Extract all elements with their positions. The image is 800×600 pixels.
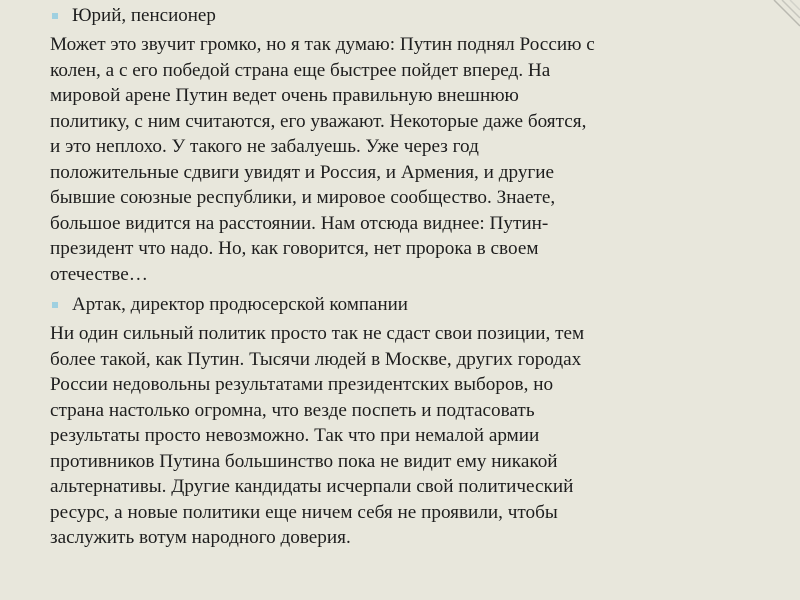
quote-line: Ни один сильный политик просто так не сдаст свои позиции, тем: [50, 323, 585, 344]
quote-line: большое видится на расстоянии. Нам отсюда виднее: Путин-: [50, 212, 549, 234]
quote-line: ресурс, а новые политики еще ничем себя не проявили, чтобы: [50, 501, 558, 523]
quote-line: альтернативы. Другие кандидаты исчерпали свой политический: [50, 476, 574, 497]
slide-content: [50, 2, 750, 555]
quote-line: Может это звучит громко, но я так думаю: Путин поднял Россию с: [50, 34, 595, 55]
quote-text: [50, 32, 750, 287]
quote-line: противников Путина большинство пока не видит ему никакой: [50, 450, 558, 472]
bullet-item-artak: [50, 291, 750, 319]
quote-line: результаты просто невозможно. Так что при немалой армии: [50, 425, 540, 446]
quote-line: колен, а с его победой страна еще быстрее пойдет вперед. На: [50, 59, 551, 81]
speaker-name: Артак, директор продюсерской компании: [72, 294, 408, 315]
quote-line: заслужить вотум народного доверия.: [50, 527, 351, 548]
speaker-name: Юрий, пенсионер: [72, 5, 216, 26]
quote-line: и это неплохо. У такого не забалуешь. Уже через год: [50, 136, 479, 157]
quote-line: России недовольны результатами президентских выборов, но: [50, 374, 554, 395]
quote-line: положительные сдвиги увидят и Россия, и Армения, и другие: [50, 161, 555, 183]
quote-line: страна настолько огромна, что везде поспеть и подтасовать: [50, 399, 535, 421]
quote-line: мировой арене Путин ведет очень правильную внешнюю: [50, 85, 519, 106]
quote-line: более такой, как Путин. Тысячи людей в Москве, других городах: [50, 348, 582, 370]
bullet-square-icon: [52, 13, 58, 19]
quote-line: президент что надо. Но, как говорится, нет пророка в своем: [50, 238, 539, 259]
quote-text: [50, 321, 750, 551]
bullet-item-yuri: [50, 2, 750, 30]
quote-line: политику, с ним считаются, его уважают. Некоторые даже боятся,: [50, 110, 587, 132]
bullet-square-icon: [52, 302, 58, 308]
corner-decoration: [760, 0, 800, 40]
quote-line: бывшие союзные республики, и мировое сообщество. Знаете,: [50, 187, 556, 208]
quote-line: отечестве…: [50, 263, 148, 285]
